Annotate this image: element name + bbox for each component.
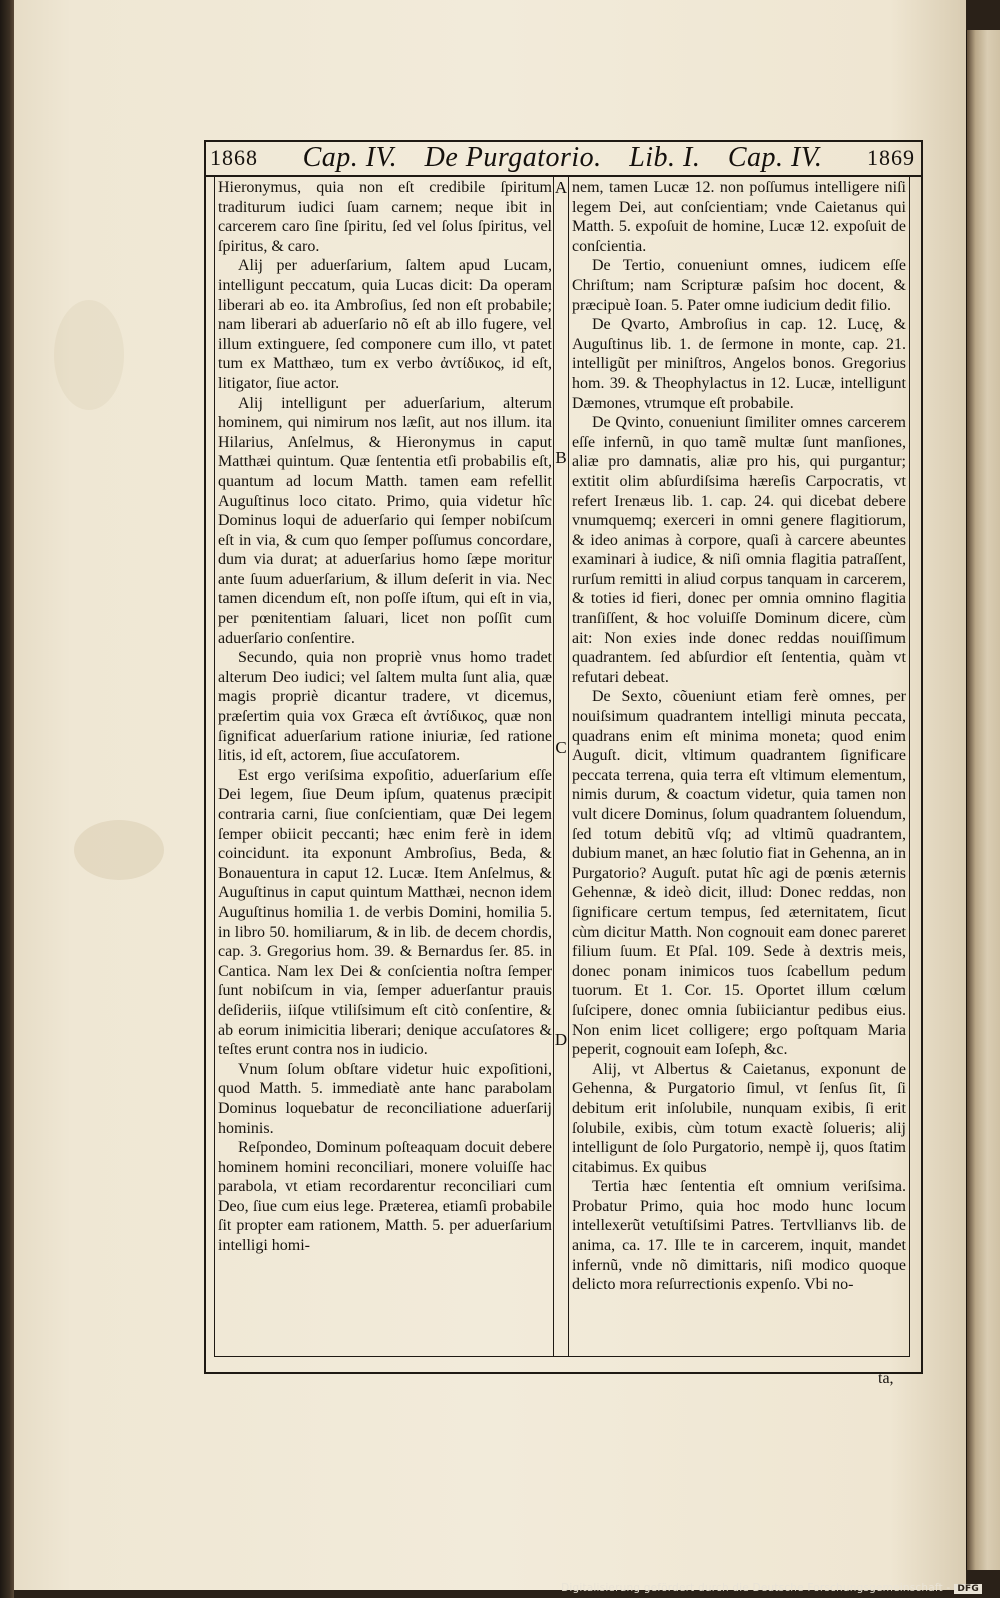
paper-stain xyxy=(54,300,124,410)
paragraph: Tertia hæc ſententia eſt omnium veriſsima. Probatur Primo, quia hoc modo hunc locum intellexerũt vetuſtiſsimi Patres. Tertvllianvs lib. de anima, ca. 17. Ille te in carcerem, inquit, mandet infernũ, vnde nõ dimittaris, niſi modico quoque delicto mora reſurrectionis expenſo. Vbi no- xyxy=(572,1178,906,1294)
digitization-credit xyxy=(561,1582,982,1594)
paragraph: De Qvarto, Ambroſius in cap. 12. Lucę, & Auguſtinus lib. 1. de ſermone in monte, cap. 21. intelligũt per miniſtros, Angelos bonos. Gregorius hom. 39. & Theophylactus in 12. Lucæ, intelligunt Dæmones, vtrumque eſt probabile. xyxy=(572,316,906,412)
paper-stain xyxy=(74,820,164,880)
page-number-right: 1869 xyxy=(866,145,915,170)
margin-letter-b: B xyxy=(555,448,567,467)
facing-page-edge xyxy=(966,30,1000,1570)
paragraph: De Tertio, conueniunt omnes, iudicem eſſe Chriſtum; nam Scripturæ paſsim hoc docent, & præcipuè Ioan. 5. Pater omne iudicium dedit filio. xyxy=(572,257,906,314)
paragraph: Alij intelligunt per aduerſarium, alterum hominem, qui nimirum nos læſit, aut nos illum. ita Hilarius, Anſelmus, & Hieronymus in caput Matthæi quintum. Quæ ſententia etſi probabilis eſt, quantum ad locum Matth. tamen eam refellit Auguſtinus loco citato. Primo, quia videtur hîc Dominus loqui de aduerſario qui ſemper nobiſcum eſt in via, & cum quo ſemper poſſumus concordare, dum via durat; at aduerſarius homo ſæpe moritur ante ſuum aduerſarium, & illum deſerit in via. Nec tamen dicendum eſt, non poſſe iſtum, qui eſt in via, per pœnitentiam ſaluari, licet non poſſit cum aduerſario conſentire. xyxy=(218,394,552,647)
running-title xyxy=(293,142,833,174)
paragraph: Alij per aduerſarium, ſaltem apud Lucam, intelligunt peccatum, quia Lucas dicit: Da operam liberari ab eo. ita Ambroſius, ſed non eſt probabile; nam liberari ab aduerſario nõ eſt ab illo fugere, vel illum extinguere, ſed componere cum illo, vt patet tum ex Matthæo, tum ex verbo ἀντίδικος, id eſt, litigator, ſiue actor. xyxy=(218,257,552,392)
paragraph: De Sexto, cõueniunt etiam ferè omnes, per nouiſsimum quadrantem intelligi minuta peccata, quadrans enim eſt minima moneta; quod enim Auguſt. dicit, vltimum quadrantem ſignificare peccata terrena, quia terra eſt vltimum elementum, nimis durum, & coactum videtur, quia tamen non vult dicere Dominus, ſolum quadrantem ſoluendum, ſed totum debitũ vſq; ad vltimũ quadrantem, dubium manet, an hæc ſolutio fiat in Gehenna, an in Purgatorio? Auguſt. putat hîc agi de pœnis æternis Gehennæ, & ideò dicit, illud: Donec reddas, non ſignificare certum tempus, ſed æternitatem, ſicut cùm dicitur Matth. Non cognouit eam donec pareret filium ſuum. Et Pſal. 109. Sede à dextris meis, donec ponam inimicos tuos ſcabellum pedum tuorum. Et 1. Cor. 15. Oportet illum cœlum ſuſcipere, donec omnia ſubiiciantur pedibus eius. Non enim licet colligere; ergo poſtquam Maria peperit, cognouit eam Ioſeph, &c. xyxy=(572,688,906,1059)
paragraph: Reſpondeo, Dominum poſteaquam docuit debere hominem homini reconciliari, monere voluiſſe hac parabola, vt etiam recordarentur reconciliari cum Deo, ſiue cum eius lege. Præterea, etiamſi probabile ſit propter eam rationem, Matth. 5. per aduerſarium intelligi homi- xyxy=(218,1139,552,1255)
running-title-part: De Purgatorio. xyxy=(424,142,602,173)
paragraph: Secundo, quia non propriè vnus homo tradet alterum Deo iudici; vel ſaltem multa ſunt alia, quæ magis propriè dicantur tradere, vt dicemus, præſertim quia vox Græca eſt ἀντίδικος, quæ non ſignificat aduerſarium ratione iniuriæ, ſed ratione litis, id eſt, actorem, ſiue accuſatorem. xyxy=(218,649,552,765)
paragraph: Est ergo veriſsima expoſitio, aduerſarium eſſe Dei legem, ſiue Deum ipſum, quatenus præcipit contraria carni, ſiue conſcientiam, quæ Dei legem ſemper obiicit peccanti; hæc enim ferè in idem coincidunt. ita exponunt Ambroſius, Beda, & Bonauentura in caput 12. Lucæ. Item Anſelmus, & Auguſtinus in caput quintum Matthæi, necnon idem Auguſtinus homilia 1. de verbis Domini, homilia 5. in libro 50. homiliarum, & in lib. de decem chordis, cap. 3. Gregorius hom. 39. & Bernardus ſer. 85. in Cantica. Nam lex Dei & conſcientia noſtra ſemper ſunt nobiſcum in via, ſemper aduerſantur prauis deſideriis, iiſque vtiliſsimum eſt citò conſentire, & ab eorum inimicitia liberari; denique accuſatores & teſtes erunt contra nos in iudicio. xyxy=(218,766,552,1059)
paragraph: De Qvinto, conueniunt ſimiliter omnes carcerem eſſe infernũ, in quo tamẽ multæ ſunt manſiones, aliæ pro damnatis, aliæ pro his, qui purgantur; extitit olim abſurdiſsima hæreſis Carpocratis, vt refert Irenæus lib. 1. cap. 24. qui dicebat debere vnumquemq; exerceri in omni genere flagitiorum, & ideo animas à corpore, quaſi à carcere abeuntes examinari à iudice, & niſi omnia flagitia patraſſent, rurſum remitti in aliud corpus tanquam in carcerem, & toties id fieri, donec per omnia omnino flagitia tranſiſſent, & hoc voluiſſe Dominum dicere, cùm ait: Non exies inde donec reddas nouiſſimum quadrantem. ſed abſurdior eſt ſententia, quàm vt refutari debeat. xyxy=(572,414,906,686)
paragraph: Alij, vt Albertus & Caietanus, exponunt de Gehenna, & Purgatorio ſimul, vt ſenſus ſit, ſi debitum erit inſolubile, nunquam exibis, ſi erit ſolubile, exibis, cùm totum exactè ſolueris; alij intelligunt de ſolo Purgatorio, nempè ij, quos ſtatim citabimus. Ex quibus xyxy=(572,1060,906,1176)
paragraph: nem, tamen Lucæ 12. non poſſumus intelligere niſi legem Dei, aut conſcientiam; vnde Caietanus qui Matth. 5. expoſuit de homine, Lucæ 12. expoſuit de conſcientia. xyxy=(572,179,906,255)
margin-letter-a: A xyxy=(554,178,568,197)
left-column xyxy=(218,178,552,1256)
margin-letter-c: C xyxy=(555,738,567,757)
scan-left-edge xyxy=(0,0,14,1598)
margin-letter-d: D xyxy=(554,1030,568,1049)
column-rule xyxy=(553,176,554,1356)
catchword: ta, xyxy=(878,1370,894,1387)
running-title-part: Cap. IV. xyxy=(727,142,823,173)
running-title-part: Cap. IV. xyxy=(302,142,398,173)
column-rule xyxy=(568,176,569,1356)
running-title-part: Lib. I. xyxy=(629,142,701,173)
paragraph: Vnum ſolum obſtare videtur huic expoſitioni, quod Matth. 5. immediatè ante hanc parabolam Dominus loquebatur de reconciliatione aduerſarij hominis. xyxy=(218,1060,552,1137)
right-column xyxy=(572,178,906,1295)
dfg-logo: DFG xyxy=(954,1584,982,1594)
credit-text: Digitalisierung gefördert durch die Deutsche Forschungsgemeinschaft - xyxy=(561,1582,951,1594)
page-number-left: 1868 xyxy=(210,145,258,170)
running-head xyxy=(210,140,915,176)
paragraph: Hieronymus, quia non eſt credibile ſpiritum traditurum iudici ſuam carnem; neque ibit in carcerem caro ſine ſpiritu, ſed vel ſolus ſpiritus, vel ſpiritus, & caro. xyxy=(218,179,552,255)
